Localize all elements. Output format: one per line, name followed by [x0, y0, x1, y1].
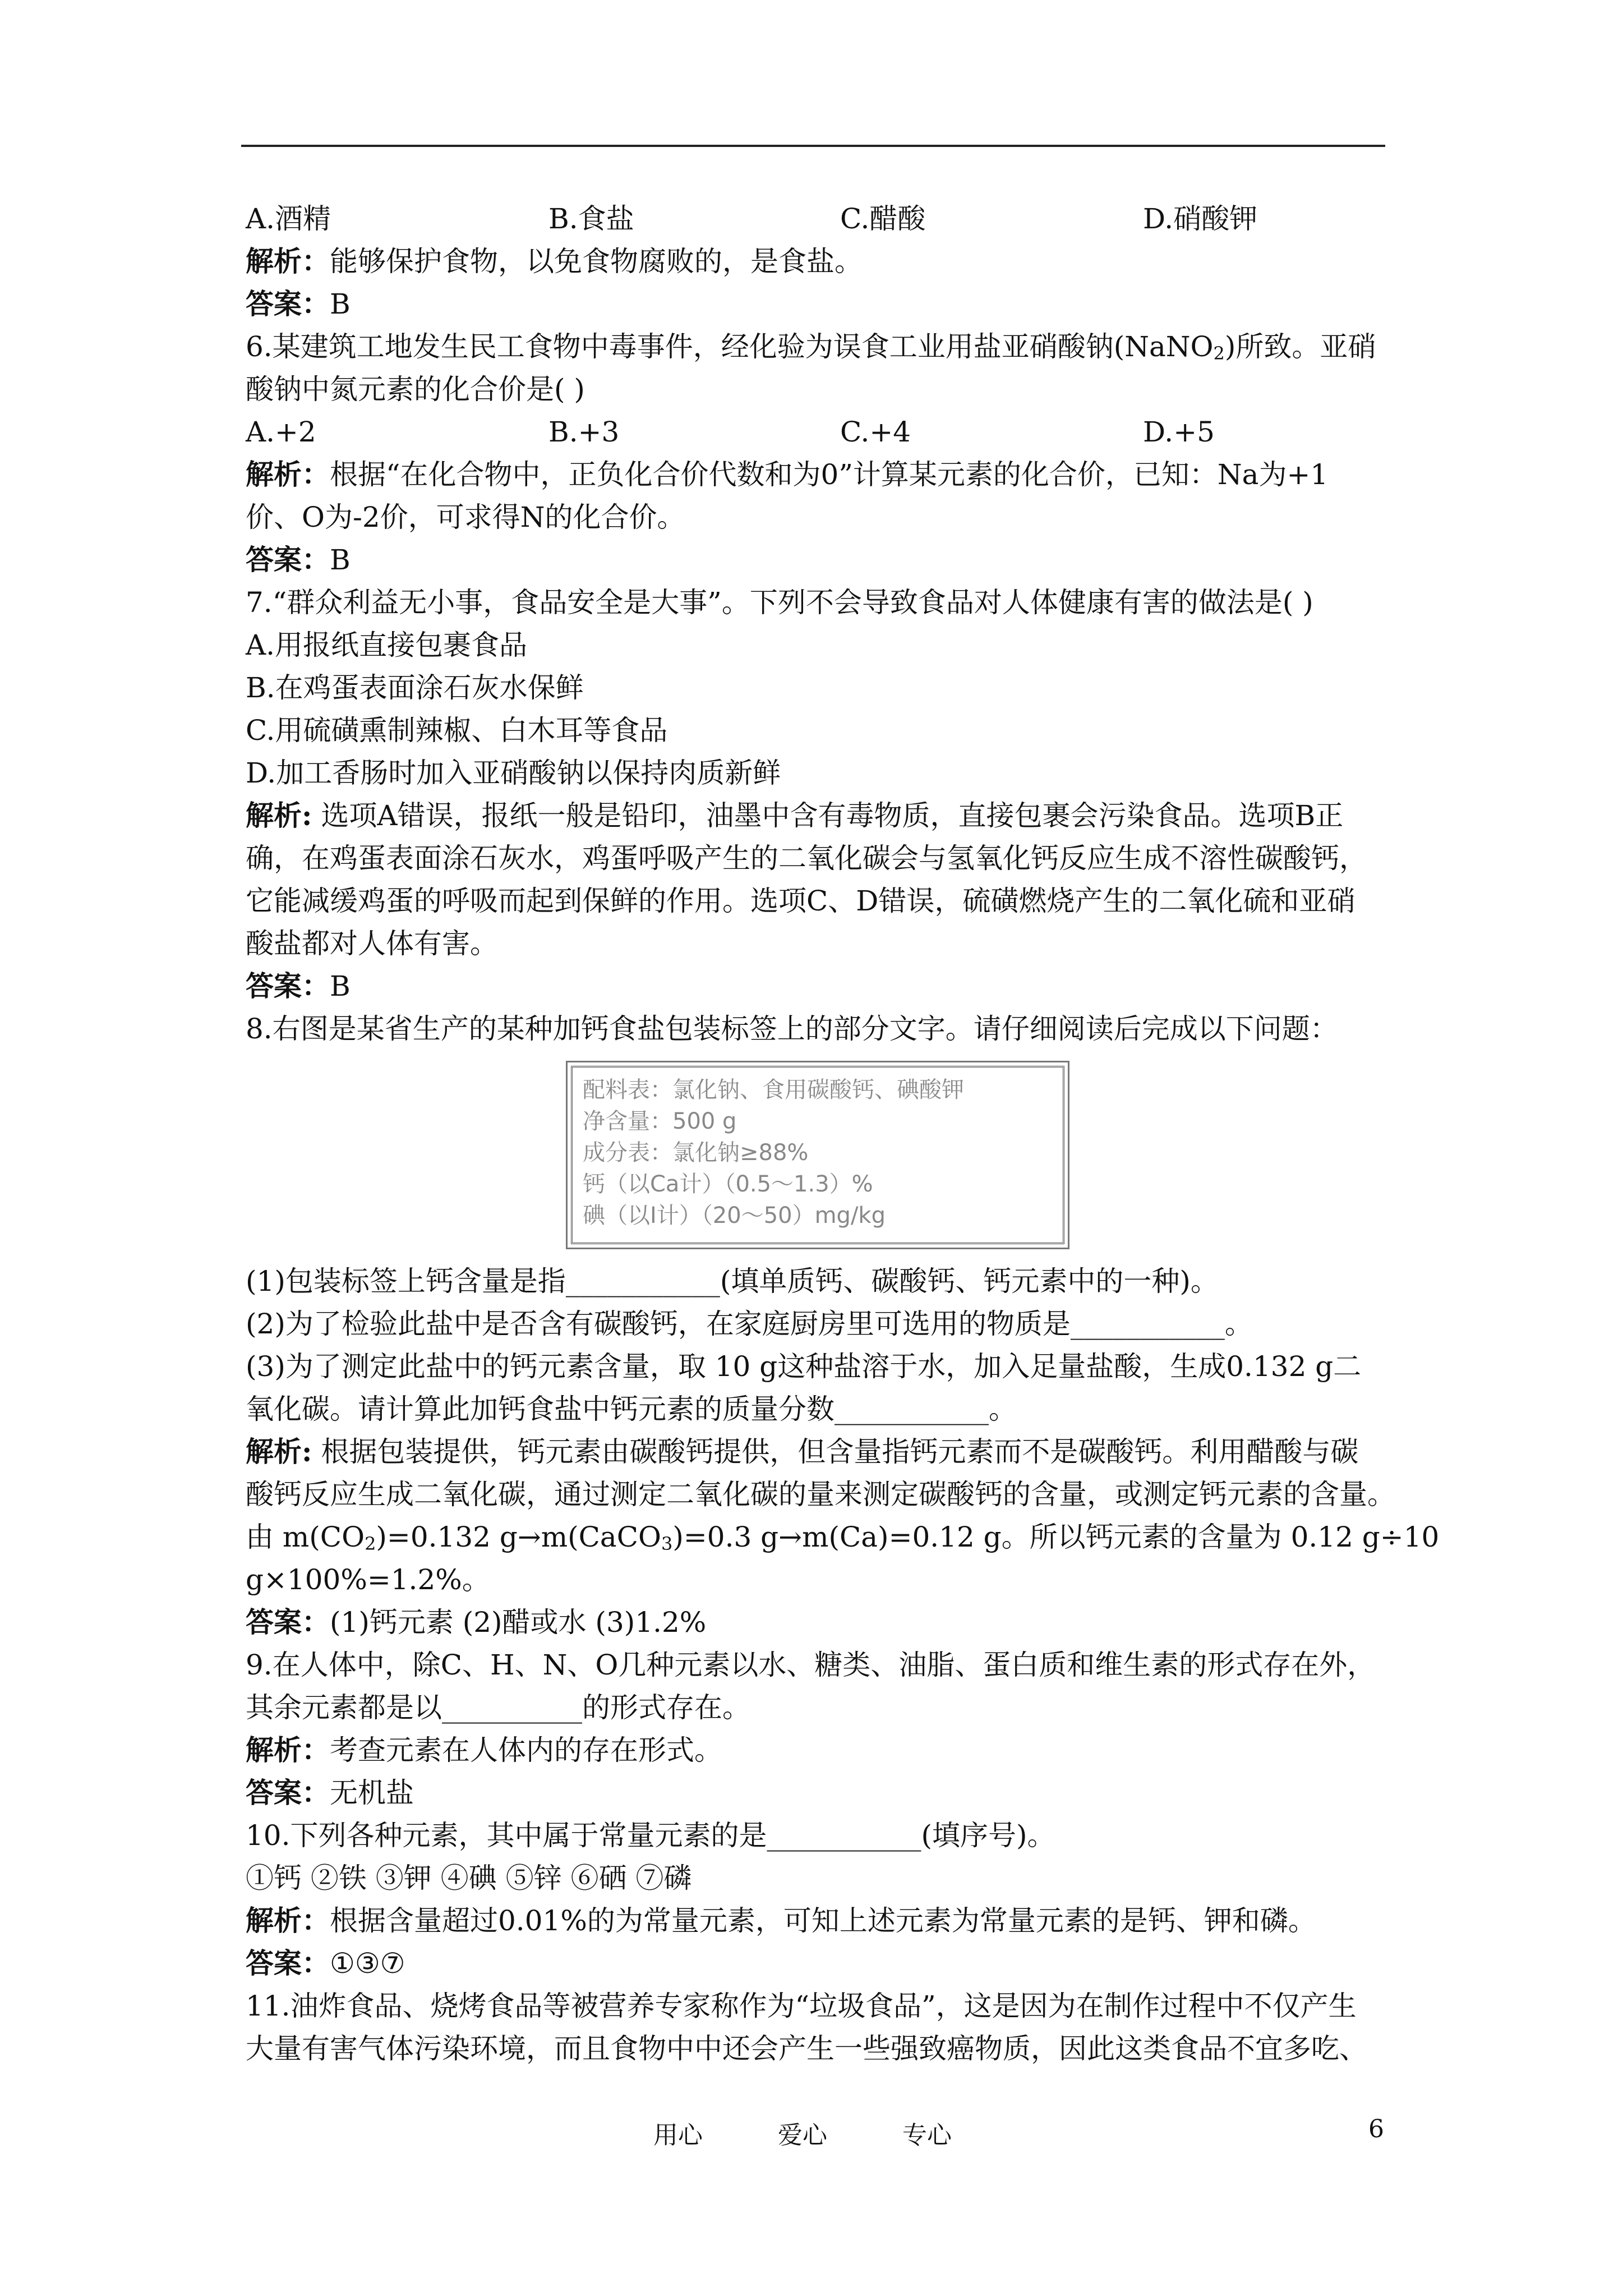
subscript: 2: [365, 1533, 376, 1554]
q6-stem-text: 6.某建筑工地发生民工食物中毒事件，经化验为误食工业用盐亚硝酸钠(NaNO: [246, 330, 1214, 363]
footer-word-2: 爱心: [778, 2121, 827, 2150]
formula-part: 由 m(CO: [246, 1521, 365, 1553]
answer-label: 答案：: [246, 1605, 330, 1639]
answer-label: 答案：: [246, 543, 330, 576]
answer-text: ①③⑦: [330, 1947, 405, 1980]
option-a: A.酒精: [246, 203, 331, 235]
option-c: C.醋酸: [840, 203, 926, 235]
label-line-ingredients: 配料表：氯化钠、食用碳酸钙、碘酸钾: [583, 1077, 964, 1103]
footer-word-3: 专心: [902, 2121, 952, 2150]
q9-answer: [246, 1772, 1390, 1814]
q7-analysis-line4: 酸盐都对人体有害。: [246, 927, 498, 960]
option-c: C.+4: [840, 416, 911, 448]
q7-option-a: A.用报纸直接包裹食品: [246, 629, 528, 661]
q5-analysis: [246, 240, 1390, 283]
option-b: B.食盐: [548, 203, 634, 235]
q9-stem-line1: 9.在人体中，除C、H、N、O几种元素以水、糖类、油脂、蛋白质和维生素的形式存在外，: [246, 1649, 1376, 1681]
analysis-text: 根据含量超过0.01%的为常量元素，可知上述元素为常量元素的是钙、钾和磷。: [330, 1904, 1316, 1937]
subscript: 3: [661, 1533, 673, 1554]
q8-part1: (1)包装标签上钙含量是指___________(填单质钙、碳酸钙、钙元素中的一种)。: [246, 1265, 1219, 1297]
q8-answer: [246, 1601, 1390, 1644]
q11-stem-line2: 大量有害气体污染环境，而且食物中中还会产生一些强致癌物质，因此这类食品不宜多吃、: [246, 2032, 1367, 2065]
q10-stem: 10.下列各种元素，其中属于常量元素的是___________(填序号)。: [246, 1819, 1055, 1852]
option-a: A.+2: [246, 416, 316, 448]
q10-analysis: [246, 1899, 1390, 1942]
q11-stem-line1: 11.油炸食品、烧烤食品等被营养专家称作为“垃圾食品”，这是因为在制作过程中不仅产生: [246, 1990, 1357, 2022]
analysis-label: 解析：: [246, 1733, 330, 1766]
q8-analysis-line1: [246, 1430, 1390, 1473]
analysis-text: 能够保护食物，以免食物腐败的，是食盐。: [330, 245, 863, 278]
analysis-label: 解析：: [246, 1904, 330, 1937]
q5-answer: [246, 283, 1390, 325]
formula-part: )=0.3 g→m(Ca)=0.12 g。所以钙元素的含量为 0.12 g÷10: [672, 1521, 1440, 1553]
q5-options: [246, 197, 1390, 240]
answer-label: 答案：: [246, 1947, 330, 1980]
q8-analysis-line3: [246, 1516, 1440, 1558]
analysis-text: 根据“在化合物中，正负化合价代数和为0”计算某元素的化合价，已知：Na为+1: [330, 458, 1329, 491]
answer-label: 答案：: [246, 969, 330, 1002]
header-rule: [241, 145, 1385, 147]
analysis-label: 解析:: [246, 1435, 312, 1468]
analysis-text: 根据包装提供，钙元素由碳酸钙提供，但含量指钙元素而不是碳酸钙。利用醋酸与碳: [312, 1435, 1359, 1468]
q6-options: [246, 411, 1390, 453]
q8-part3-line1: (3)为了测定此盐中的钙元素含量，取 10 g这种盐溶于水，加入足量盐酸，生成0.132 g二: [246, 1350, 1362, 1383]
q6-stem-line2: 酸钠中氮元素的化合价是( ): [246, 373, 585, 406]
analysis-label: 解析：: [246, 458, 330, 491]
q7-option-b: B.在鸡蛋表面涂石灰水保鲜: [246, 671, 584, 704]
q8-stem: 8.右图是某省生产的某种加钙食盐包装标签上的部分文字。请仔细阅读后完成以下问题：: [246, 1013, 1338, 1045]
analysis-text: 考查元素在人体内的存在形式。: [330, 1734, 722, 1766]
q6-analysis-line1: [246, 453, 1390, 496]
q7-answer: [246, 965, 1390, 1007]
q7-analysis-line2: 确，在鸡蛋表面涂石灰水，鸡蛋呼吸产生的二氧化碳会与氢氧化钙反应生成不溶性碳酸钙，: [246, 842, 1367, 875]
analysis-label: 解析：: [246, 245, 330, 278]
answer-text: 无机盐: [330, 1777, 414, 1809]
answer-label: 答案：: [246, 1776, 330, 1809]
answer-label: 答案：: [246, 287, 330, 320]
q7-stem: 7.“群众利益无小事，食品安全是大事”。下列不会导致食品对人体健康有害的做法是( ): [246, 586, 1313, 619]
q7-analysis-line3: 它能减缓鸡蛋的呼吸而起到保鲜的作用。选项C、D错误，硫磺燃烧产生的二氧化硫和亚硝: [246, 885, 1355, 917]
q8-analysis-line2: 酸钙反应生成二氧化碳，通过测定二氧化碳的量来测定碳酸钙的含量，或测定钙元素的含量。: [246, 1478, 1395, 1511]
label-line-calcium: 钙（以Ca计）（0.5～1.3）%: [583, 1171, 873, 1197]
q10-options: ①钙 ②铁 ③钾 ④碘 ⑤锌 ⑥硒 ⑦磷: [246, 1862, 692, 1894]
analysis-text: 选项A错误，报纸一般是铅印，油墨中含有毒物质，直接包裹会污染食品。选项B正: [312, 799, 1344, 832]
q6-analysis-line2: 价、O为-2价，可求得N的化合价。: [246, 501, 685, 533]
option-d: D.+5: [1143, 416, 1215, 448]
salt-package-label-image: [571, 1066, 1064, 1244]
page-number: 6: [1368, 2115, 1384, 2143]
footer-motto: [653, 2115, 1019, 2151]
q9-stem-line2: 其余元素都是以__________的形式存在。: [246, 1691, 750, 1724]
analysis-label: 解析:: [246, 799, 312, 832]
q6-stem-line1: [246, 325, 1390, 368]
q10-answer: [246, 1942, 1390, 1985]
q7-option-d: D.加工香肠时加入亚硝酸钠以保持肉质新鲜: [246, 757, 781, 789]
q6-answer: [246, 539, 1390, 581]
option-b: B.+3: [548, 416, 620, 448]
q7-option-c: C.用硫磺熏制辣椒、白木耳等食品: [246, 714, 668, 747]
option-d: D.硝酸钾: [1143, 203, 1258, 235]
q8-analysis-line4: g×100%=1.2%。: [246, 1563, 490, 1596]
answer-text: (1)钙元素 (2)醋或水 (3)1.2%: [330, 1606, 707, 1639]
q8-part2: (2)为了检验此盐中是否含有碳酸钙，在家庭厨房里可选用的物质是___________。: [246, 1308, 1253, 1340]
answer-text: B: [330, 970, 351, 1002]
page-content: [246, 197, 1440, 2070]
subscript: 2: [1213, 343, 1225, 364]
answer-text: B: [330, 288, 351, 320]
formula-part: )=0.132 g→m(CaCO: [376, 1521, 661, 1553]
q6-stem-text-end: )所致。亚硝: [1224, 330, 1376, 363]
q7-analysis-line1: [246, 794, 1390, 837]
label-line-net-weight: 净含量：500 g: [583, 1108, 737, 1134]
footer-word-1: 用心: [653, 2121, 703, 2150]
answer-text: B: [330, 544, 351, 576]
q8-part3-line2: 氧化碳。请计算此加钙食盐中钙元素的质量分数___________。: [246, 1393, 1017, 1425]
label-line-iodine: 碘（以I计）（20～50）mg/kg: [583, 1203, 886, 1228]
label-line-composition: 成分表：氯化钠≥88%: [583, 1140, 809, 1166]
q9-analysis: [246, 1729, 1390, 1772]
